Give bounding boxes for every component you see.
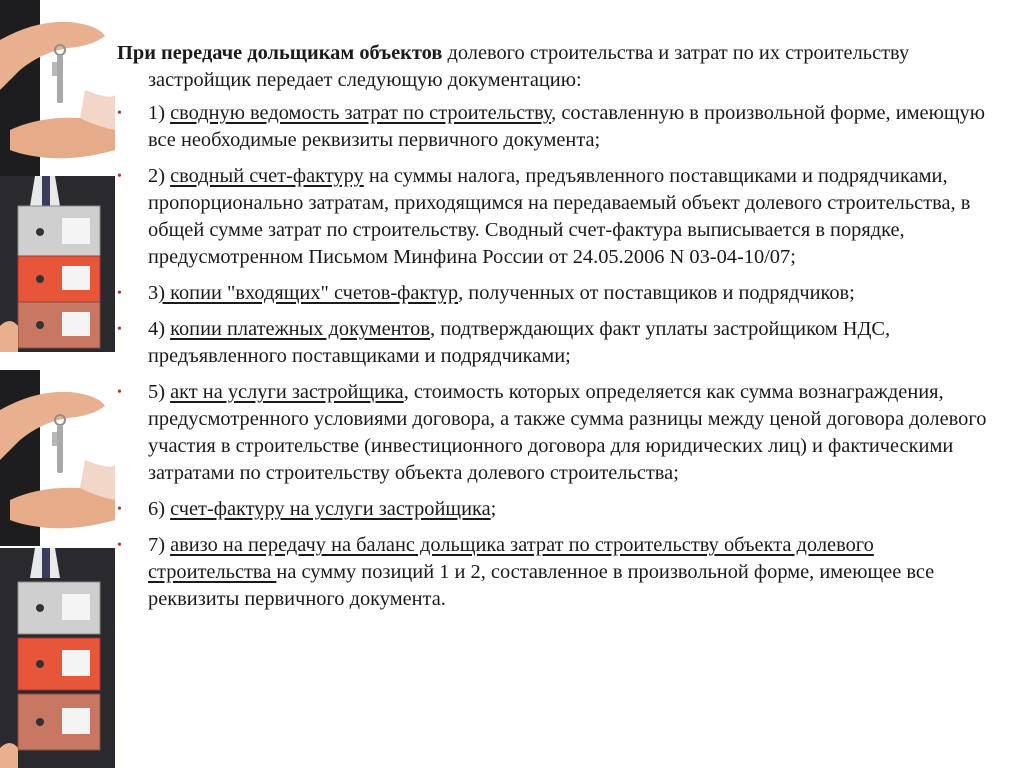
keys-handover-photo-2 xyxy=(0,370,115,546)
bullet-icon: • xyxy=(117,169,122,184)
item-link: акт на услуги застройщика xyxy=(170,381,404,403)
bullet-icon: • xyxy=(117,538,122,553)
item-link: счет-фактуру на услуги застройщика xyxy=(170,498,491,520)
documentation-list xyxy=(117,40,997,622)
bullet-icon: • xyxy=(117,106,122,121)
decorative-photo-strip xyxy=(0,0,115,768)
item-link: сводную ведомость затрат по строительству xyxy=(170,102,552,124)
bullet-icon: • xyxy=(117,286,122,301)
intro-rest: долевого строительства и затрат по их строительству застройщик передает следующую документацию: xyxy=(148,42,910,91)
list-item-6: • 6) счет-фактуру на услуги застройщика; xyxy=(117,496,997,523)
document-folders-photo-2 xyxy=(0,548,115,768)
item-link: копии платежных документов xyxy=(170,318,431,340)
list-item-5: • 5) акт на услуги застройщика, стоимость которых определяется как сумма вознаграждения, предусмотренного условиями договора, а также сумма разницы между ценой договора долевого участия в строительстве (инвестиционного договора для юридических лиц) и фактическими затратами по строительству объекта долевого строительства; xyxy=(117,381,987,484)
list-item-1: • 1) сводную ведомость затрат по строительству, составленную в произвольной форме, имеющую все необходимые реквизиты первичного документа; xyxy=(117,102,985,151)
bullet-icon: • xyxy=(117,502,122,517)
list-item-2: • 2) сводный счет-фактуру на суммы налога, предъявленного поставщиками и подрядчиками, пропорционально затратам, приходящимся на передаваемый объект долевого строительства, в общей сумме затрат по строительству. Сводный счет-фактура выписывается в порядке, предусмотренном Письмом Минфина России от 24.05.2006 N 03-04-10/07; xyxy=(117,165,971,268)
intro-bold: При передаче дольщикам объектов xyxy=(117,42,443,64)
item-link: авизо на передачу на баланс дольщика затрат по строительству объекта долевого строительства xyxy=(148,534,874,583)
item-link: ) копии "входящих" счетов-фактур xyxy=(158,282,459,304)
list-item-4: • 4) копии платежных документов, подтверждающих факт уплаты застройщиком НДС, предъявленного поставщиками и подрядчиками; xyxy=(117,318,891,367)
bullet-icon: • xyxy=(117,385,122,400)
document-folders-photo xyxy=(0,176,115,352)
list-item-7: • 7) авизо на передачу на баланс дольщика затрат по строительству объекта долевого строительства на сумму позиций 1 и 2, составленное в произвольной форме, имеющее все реквизиты первичного документа. xyxy=(117,534,935,610)
list-item-3: • 3) копии "входящих" счетов-фактур, полученных от поставщиков и подрядчиков; xyxy=(117,280,997,307)
intro-paragraph xyxy=(117,40,997,94)
bullet-icon: • xyxy=(117,322,122,337)
item-link: сводный счет-фактуру xyxy=(170,165,364,187)
keys-handover-photo xyxy=(0,0,115,176)
